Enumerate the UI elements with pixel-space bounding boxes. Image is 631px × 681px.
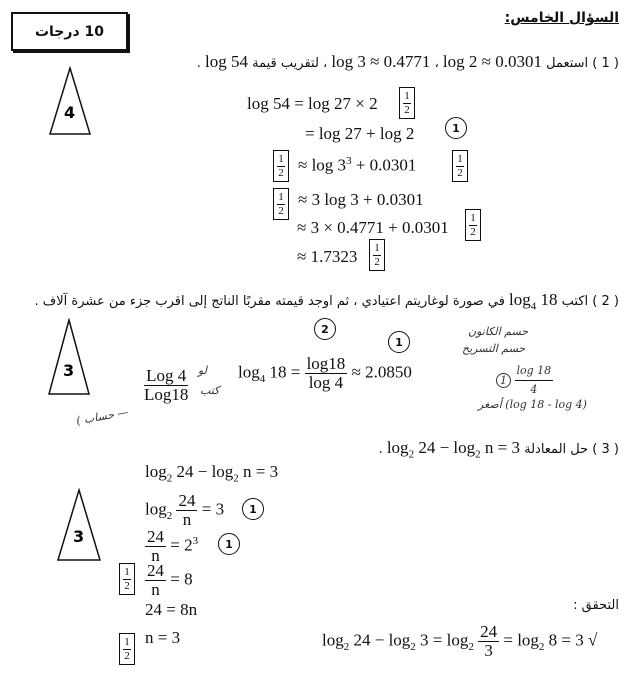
- q1-prompt: ( 1 ) استعمل log 3 ≈ 0.4771 ، log 2 ≈ 0.0301 ، لتقريب قيمة log 54 .: [196, 52, 619, 71]
- q3-circle-mark-2: 1: [218, 533, 240, 555]
- q1-half-box-5: 1 2: [465, 209, 481, 241]
- q3-line-1: $\log_2 24 - \log_2 n = 3$: [145, 462, 279, 485]
- q3-check-label: التحقق :: [573, 598, 619, 613]
- q2-prompt: ( 2 ) اكتب $\log_4 18$ في صورة لوغاريتم اعتيادي ، ثم اوجد قيمته مقربًا الناتج إلى اقرب جزء من عشرة آلاف .: [34, 290, 619, 313]
- q2-hand-note-7: أصغر (log 18 - log 4): [478, 398, 587, 411]
- q2-hand-note-1: لو: [198, 364, 208, 377]
- svg-text:3: 3: [73, 527, 85, 546]
- svg-text:4: 4: [64, 103, 76, 122]
- q3-check-line: $\log_2 24 - \log_2 3 = \log_2$ $\frac{24}{3}$ = $\log_2 8 = 3$ √: [322, 622, 598, 660]
- q1-line-1: log 54 = log 27 × 2: [247, 94, 378, 113]
- q3-prompt: ( 3 ) حل المعادلة $\log_2 24 - \log_2 n = 3$ .: [378, 438, 619, 461]
- q2-left-fraction: $\frac{\text{Log 4}}{\text{Log18}}$: [144, 366, 189, 404]
- q2-circle-mark-1: 2: [314, 318, 336, 340]
- q2-hand-note-4: حسم الكانون: [468, 325, 529, 338]
- q2-circle-mark-2: 1: [388, 331, 410, 353]
- q1-half-box-1: 1 2: [399, 87, 415, 119]
- q2-hand-note-5: حسم التسريح: [462, 342, 526, 355]
- q3-half-box-2: 1 2: [119, 633, 135, 665]
- q2-triangle-mark: [47, 318, 91, 396]
- q1-line-4: ≈ 3 log 3 + 0.0301: [298, 190, 424, 209]
- q3-triangle-mark: [56, 488, 102, 562]
- q2-main-equation: $\log_4 18$ = $\frac{\log 18}{\log 4}$ ≈ 2.0850: [238, 354, 412, 392]
- score-box: 10 درجات: [11, 12, 128, 51]
- q1-half-box-3: 1 2: [452, 150, 468, 182]
- q1-triangle-mark: [48, 66, 92, 136]
- q3-line-5: 24 = 8n: [145, 600, 198, 619]
- q1-half-box-6: 1 2: [369, 239, 385, 271]
- q1-half-box-2: 1 2: [273, 150, 289, 182]
- section-title: السؤال الخامس:: [504, 10, 619, 26]
- q2-hand-note-3: ( حساب —: [75, 405, 130, 428]
- q3-line-3: $\frac{24}{n}$ = $2^3$: [147, 527, 199, 565]
- q1-line-3: ≈ $\log 3^3 + 0.0301$: [298, 155, 417, 175]
- q3-line-4: $\frac{24}{n}$ = 8: [147, 561, 193, 599]
- q3-line-6: n = 3: [145, 628, 181, 647]
- q1-line-6: ≈ 1.7323: [297, 247, 358, 266]
- q3-circle-mark-1: 1: [242, 498, 264, 520]
- q3-line-2: $\log_2$ $\frac{24}{n}$ = 3: [145, 491, 225, 529]
- q1-line-5: ≈ 3 × 0.4771 + 0.0301: [297, 218, 449, 237]
- svg-text:3: 3: [63, 361, 75, 380]
- q1-circle-mark: 1: [445, 117, 467, 139]
- q2-hand-note-6: 1 $\frac{\log 18}{4}$: [496, 362, 553, 399]
- q2-hand-note-2: كتب: [200, 384, 220, 397]
- q1-half-box-4: 1 2: [273, 188, 289, 220]
- q1-line-2: = log 27 + log 2: [305, 124, 415, 143]
- q3-half-box-1: 1 2: [119, 563, 135, 595]
